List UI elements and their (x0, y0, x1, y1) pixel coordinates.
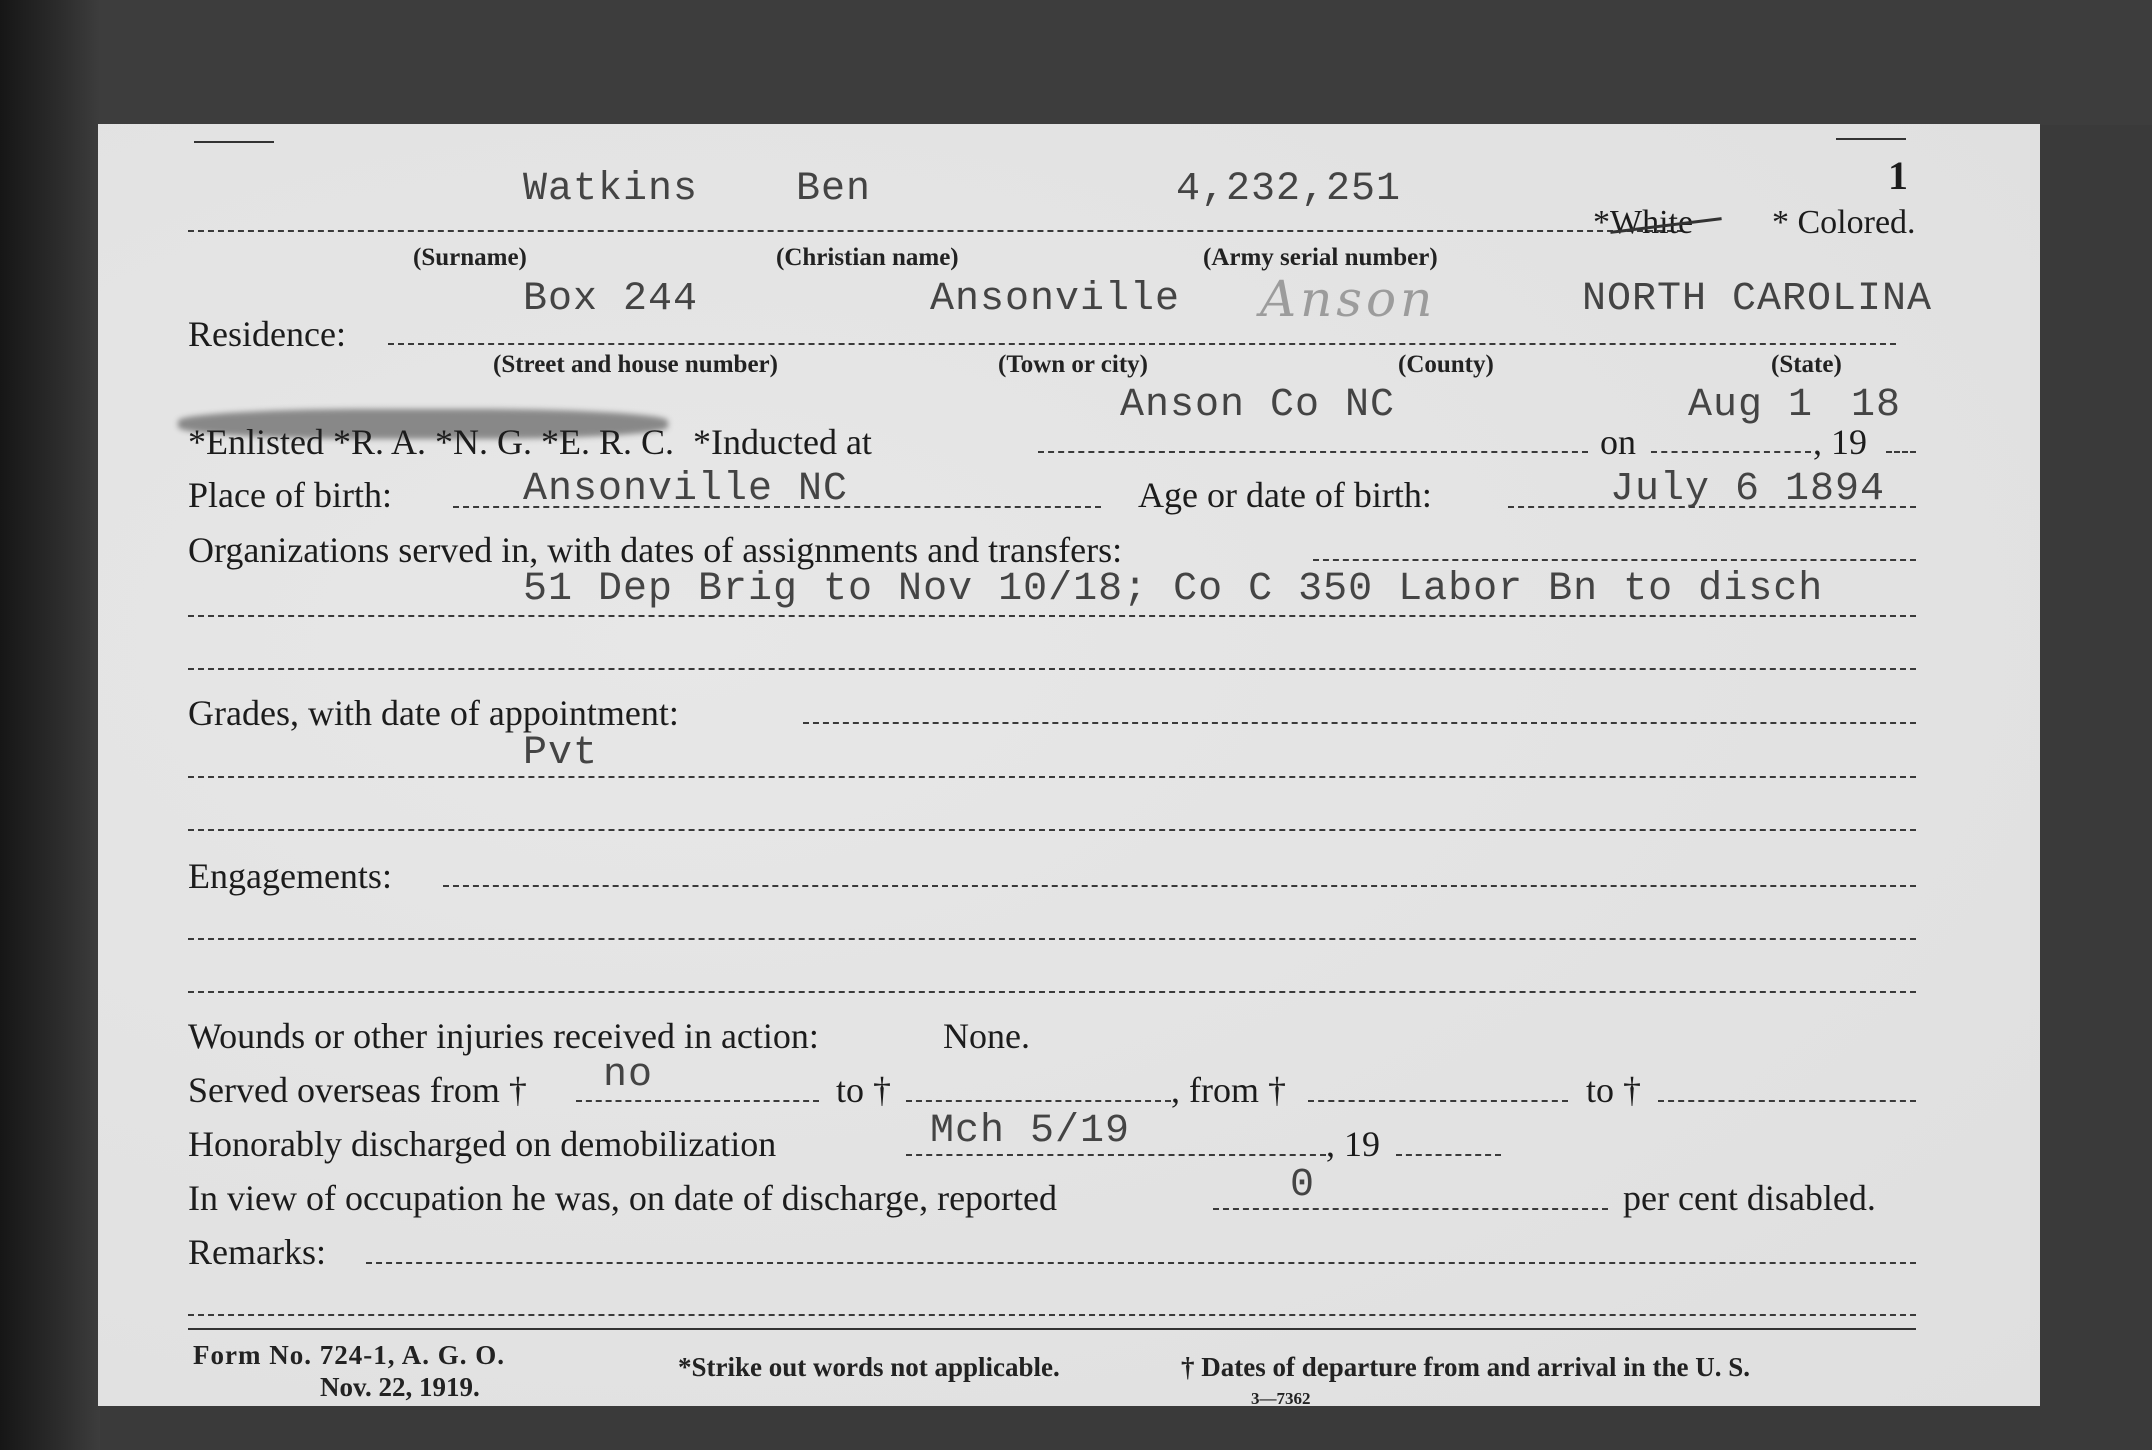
remarks-line-1 (366, 1262, 1916, 1264)
overseas-from-line (576, 1100, 819, 1102)
engagements-line-3 (188, 991, 1916, 993)
induction-place-value: Anson Co NC (1120, 383, 1396, 428)
remarks-line-2 (188, 1314, 1916, 1316)
overseas-to-label: to † (836, 1070, 892, 1110)
induction-year-line (1886, 451, 1916, 453)
residence-line (388, 343, 1896, 345)
surname-caption: (Surname) (413, 244, 527, 271)
town-value: Ansonville (930, 277, 1181, 322)
dates-note: † Dates of departure from and arrival in the U. S. (1181, 1352, 1750, 1382)
overseas-from2-label: , from † (1171, 1070, 1286, 1110)
disability-line (1213, 1208, 1608, 1210)
induction-year-prefix: , 19 (1813, 422, 1867, 462)
scan-background-top (100, 0, 2152, 125)
engagements-line-1 (443, 885, 1916, 887)
overseas-to2-label: to † (1586, 1070, 1642, 1110)
disability-label: In view of occupation he was, on date of discharge, reported (188, 1178, 1058, 1218)
county-value-handwritten: Anson (1260, 270, 1437, 328)
birthdate-label: Age or date of birth: (1138, 475, 1432, 515)
town-caption: (Town or city) (998, 351, 1148, 378)
grades-value: Pvt (523, 731, 599, 776)
induction-date-value: Aug 1 (1688, 383, 1814, 428)
discharge-label: Honorably discharged on demobilization (188, 1124, 777, 1164)
inducted-at-label: *Inducted at (693, 422, 872, 462)
strike-out-note: *Strike out words not applicable. (678, 1352, 1060, 1382)
serial-number-value: 4,232,251 (1176, 167, 1402, 212)
induction-place-line (1038, 451, 1588, 453)
discharge-year-prefix: , 19 (1326, 1124, 1380, 1164)
organizations-line-2 (188, 615, 1916, 617)
street-value: Box 244 (523, 277, 699, 322)
card-number: 1 (1888, 153, 1908, 198)
birthdate-value: July 6 1894 (1610, 467, 1886, 512)
christian-name-caption: (Christian name) (776, 244, 959, 271)
grades-label: Grades, with date of appointment: (188, 693, 679, 733)
top-right-rule (1836, 138, 1906, 140)
enlisted-options-struck: *Enlisted *R. A. *N. G. *E. R. C. (188, 422, 675, 462)
induction-year-value: 18 (1851, 383, 1902, 428)
birthplace-line (453, 506, 1101, 508)
discharge-line (906, 1154, 1326, 1156)
birthdate-line (1508, 506, 1916, 508)
grades-line-3 (188, 829, 1916, 831)
race-white-option: *White (1593, 204, 1694, 241)
serial-number-caption: (Army serial number) (1203, 244, 1438, 271)
engagements-line-2 (188, 938, 1916, 940)
state-value: NORTH CAROLINA (1582, 277, 1933, 322)
print-code: 3—7362 (1251, 1389, 1311, 1408)
overseas-from-value: no (603, 1053, 654, 1098)
street-caption: (Street and house number) (493, 351, 778, 378)
engagements-label: Engagements: (188, 856, 392, 896)
record-card (98, 124, 2040, 1406)
wounds-value: None. (943, 1016, 1030, 1056)
overseas-to-line (906, 1100, 1171, 1102)
name-line (188, 230, 1683, 232)
induction-on-label: on (1600, 422, 1636, 462)
grades-line-2 (188, 776, 1916, 778)
disability-suffix: per cent disabled. (1623, 1178, 1876, 1218)
county-caption: (County) (1398, 351, 1494, 378)
scan-background-left (0, 0, 100, 1450)
form-number: Form No. 724-1, A. G. O. (193, 1340, 505, 1370)
birthplace-label: Place of birth: (188, 475, 392, 515)
organizations-line-1 (1313, 559, 1916, 561)
state-caption: (State) (1771, 351, 1842, 378)
grades-line-1 (803, 722, 1916, 724)
birthplace-value: Ansonville NC (523, 467, 849, 512)
overseas-from2-line (1308, 1100, 1568, 1102)
top-left-rule (194, 141, 274, 143)
footer-rule (188, 1328, 1916, 1330)
organizations-value: 51 Dep Brig to Nov 10/18; Co C 350 Labor Bn to disch (523, 567, 1824, 612)
christian-name-value: Ben (796, 167, 872, 212)
race-colored-option: * Colored. (1772, 204, 1916, 241)
organizations-label: Organizations served in, with dates of assignments and transfers: (188, 530, 1123, 570)
residence-label: Residence: (188, 314, 346, 354)
overseas-to2-line (1658, 1100, 1916, 1102)
induction-date-line (1651, 451, 1811, 453)
discharge-year-line (1396, 1154, 1501, 1156)
remarks-label: Remarks: (188, 1232, 326, 1272)
overseas-from-label: Served overseas from † (188, 1070, 527, 1110)
form-date: Nov. 22, 1919. (320, 1372, 480, 1402)
disability-value: 0 (1290, 1163, 1316, 1208)
discharge-value: Mch 5/19 (930, 1109, 1131, 1154)
surname-value: Watkins (523, 167, 699, 212)
organizations-line-3 (188, 668, 1916, 670)
wounds-label: Wounds or other injuries received in action: (188, 1016, 819, 1056)
